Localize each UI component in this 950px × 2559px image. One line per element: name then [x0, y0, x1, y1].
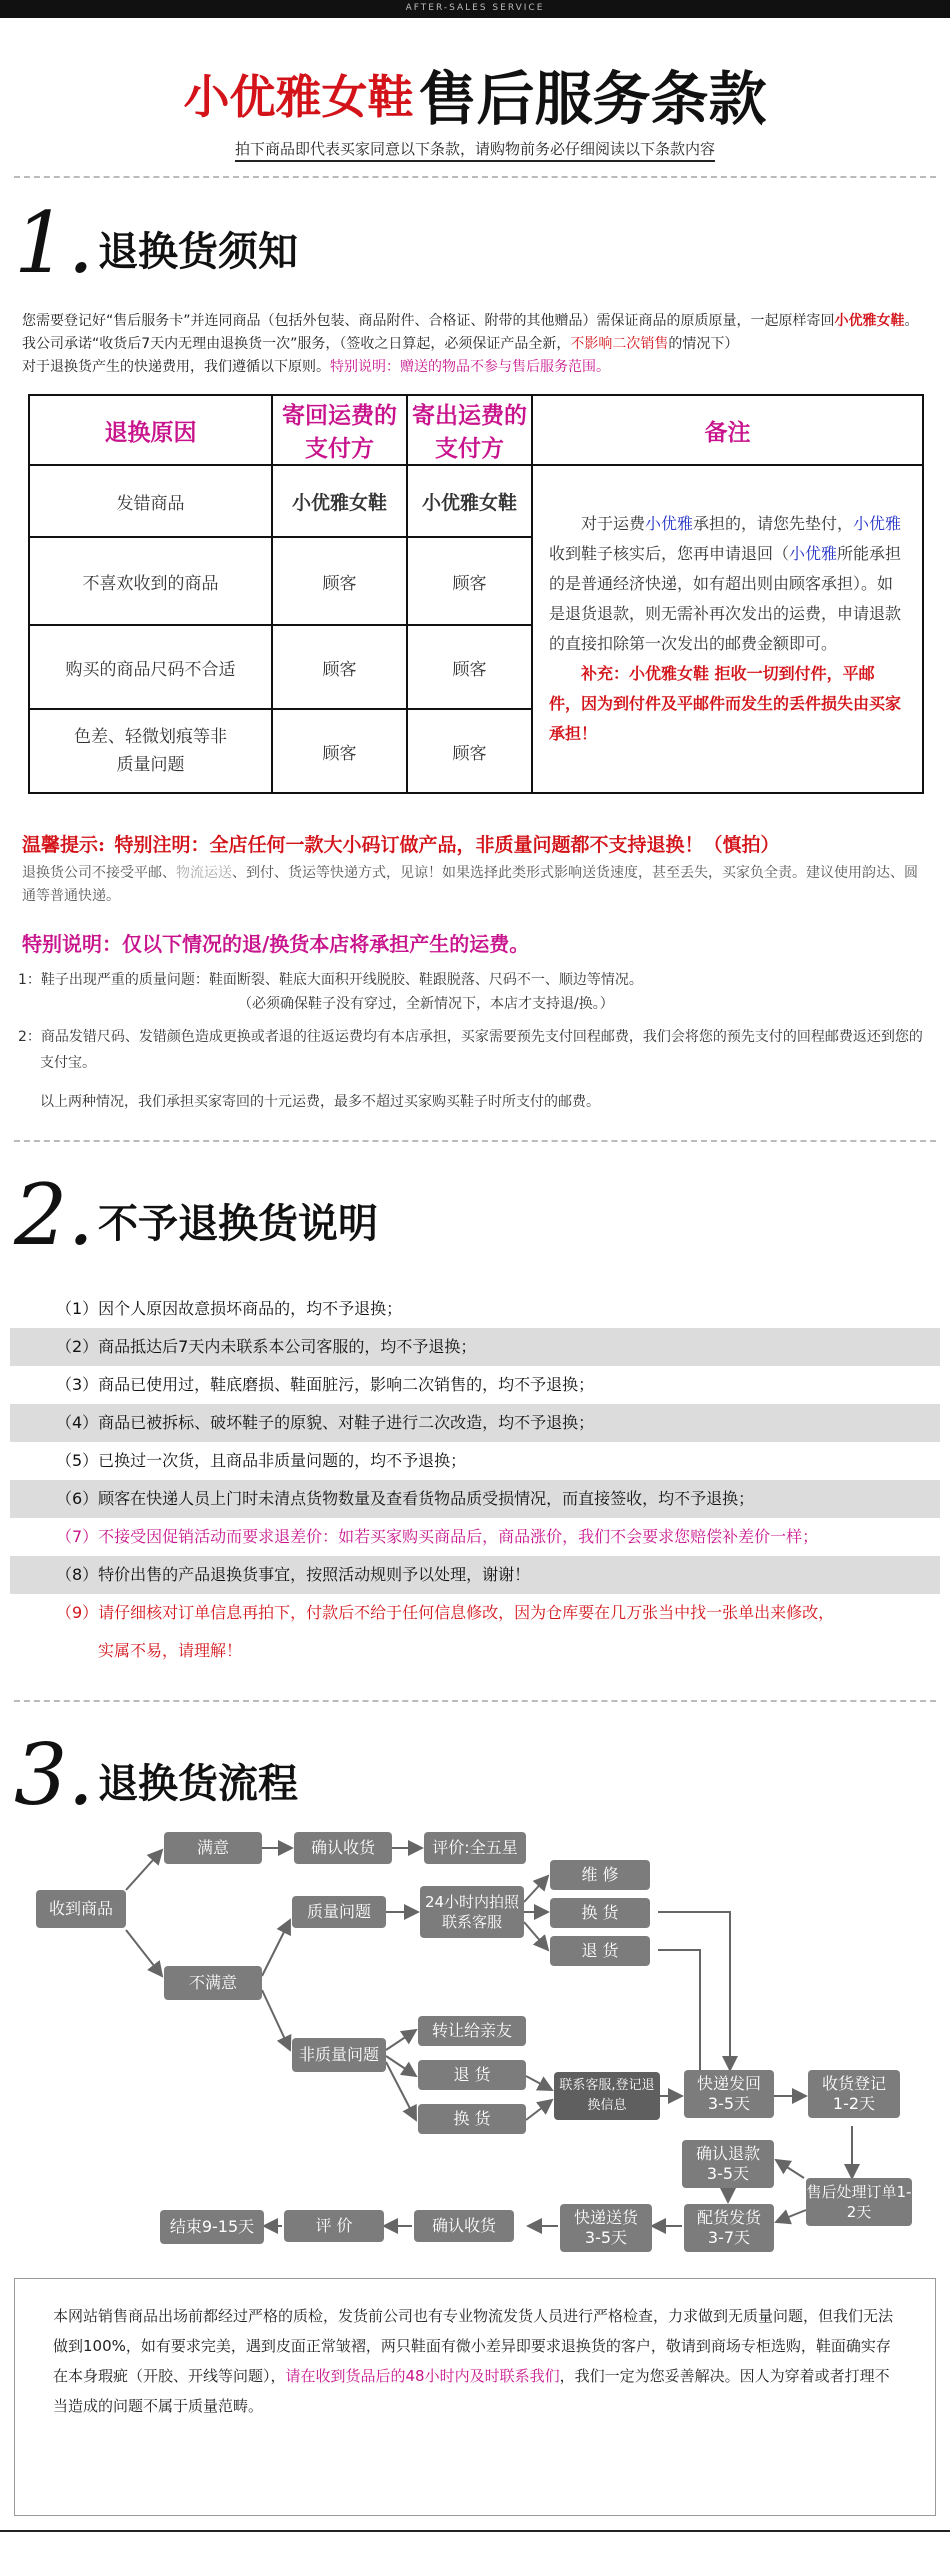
- list-item: 以上两种情况，我们承担买家寄回的十元运费，最多不超过买家购买鞋子时所支付的邮费。: [40, 1094, 600, 1110]
- subtitle-text: 拍下商品即代表买家同意以下条款，请购物前务必仔细阅读以下条款内容: [235, 140, 715, 162]
- intro-text: 。我公司承诺“收货后7天内无理由退换货一次”服务，（签收之日算起，必须保证产品全新，: [22, 313, 919, 352]
- statement-highlight: 请在收到货品后的48小时内及时联系我们: [285, 2367, 560, 2385]
- courier-text: 退换货公司不接受平邮、: [22, 865, 176, 881]
- flow-end: 结束9-15天: [160, 2210, 264, 2244]
- note-text: 对于运费: [581, 514, 646, 533]
- intro-text: 的情况下）: [668, 336, 739, 352]
- reason-cell: 购买的商品尺码不合适: [29, 625, 272, 709]
- flow-return: 退 货: [550, 1936, 650, 1966]
- rule-item: （1）因个人原因故意损坏商品的，均不予退换；: [56, 1299, 403, 1318]
- flow-non-quality-issue: 非质量问题: [292, 2038, 386, 2072]
- out-fee-cell: 顾客: [407, 537, 532, 625]
- rule-item: （3）商品已使用过，鞋底磨损、鞋面脏污，影响二次销售的，均不予退换；: [56, 1375, 595, 1394]
- section-number: 2.: [14, 1166, 95, 1264]
- flow-unsatisfied: 不满意: [164, 1966, 262, 2000]
- note-brand: 小优雅: [645, 514, 694, 533]
- out-fee-cell: 小优雅女鞋: [407, 465, 532, 537]
- flow-receive-register: 收货登记 1-2天: [808, 2070, 900, 2118]
- rule-item: 实属不易，请理解！: [98, 1641, 243, 1660]
- flow-five-star: 评价:全五星: [424, 1832, 526, 1864]
- back-fee-cell: 小优雅女鞋: [272, 465, 407, 537]
- section-number: 3.: [14, 1726, 95, 1824]
- flow-ship-out: 配货发货 3-7天: [684, 2204, 774, 2252]
- flow-express-send: 快递送货 3-5天: [560, 2204, 652, 2252]
- flow-after-sale: 售后处理订单1-2天: [806, 2178, 912, 2226]
- note-brand: 小优雅: [789, 544, 838, 563]
- flow-exchange: 换 货: [418, 2104, 526, 2134]
- flow-exchange: 换 货: [550, 1898, 650, 1928]
- column-header: 退换原因: [29, 395, 272, 465]
- flow-quality-issue: 质量问题: [292, 1896, 386, 1928]
- flow-return: 退 货: [418, 2060, 526, 2090]
- flow-repair: 维 修: [550, 1860, 650, 1890]
- intro-brand: 小优雅女鞋: [834, 313, 905, 329]
- flow-register-info: 联系客服,登记退换信息: [554, 2072, 660, 2120]
- courier-text: 、到付、货运等快递方式，见谅！如果选择此类形式影响送货速度，甚至丢失，买家负全责。建议使用韵达、圆通等普通快递。: [22, 865, 918, 904]
- quality-statement: [14, 2278, 936, 2516]
- flow-satisfied: 满意: [164, 1832, 262, 1864]
- reason-cell: 色差、轻微划痕等非质量问题: [29, 709, 272, 793]
- flow-confirm-receipt: 确认收货: [294, 1832, 392, 1864]
- reason-cell: 发错商品: [29, 465, 272, 537]
- column-header: 备注: [532, 395, 923, 465]
- flow-transfer: 转让给亲友: [418, 2016, 526, 2046]
- top-bar-caption: AFTER-SALES SERVICE: [405, 3, 545, 13]
- warm-tip-label: 温馨提示:: [22, 834, 106, 856]
- section-title: 退换货流程: [98, 1760, 298, 1807]
- courier-faded: 物流运送: [176, 865, 232, 881]
- intro-note: 特别说明：赠送的物品不参与售后服务范围。: [330, 359, 610, 375]
- section-title: 退换货须知: [98, 228, 298, 275]
- out-fee-cell: 顾客: [407, 709, 532, 793]
- column-header: 寄回运费的支付方: [272, 395, 407, 465]
- bottom-rule: [0, 2530, 950, 2532]
- rule-item: （4）商品已被拆标、破坏鞋子的原貌、对鞋子进行二次改造，均不予退换；: [10, 1404, 940, 1442]
- warm-tip-text: 特别注明：全店任何一款大小码订做产品，非质量问题都不支持退换！（慎拍）: [114, 834, 780, 856]
- back-fee-cell: 顾客: [272, 537, 407, 625]
- back-fee-cell: 顾客: [272, 625, 407, 709]
- rule-item: （9）请仔细核对订单信息再拍下，付款后不给于任何信息修改，因为仓库要在几万张当中找一张单出来修改，: [56, 1603, 835, 1622]
- intro-highlight: 不影响二次销售: [570, 336, 669, 352]
- note-text: 所能承担的是普通经济快递，如有超出则由顾客承担）。如是退货退款，则无需补再次发出的运费，申请退款的直接扣除第一次发出的邮费金额即可。: [549, 544, 902, 653]
- rule-item: （8）特价出售的产品退换货事宜，按照活动规则予以处理，谢谢！: [10, 1556, 940, 1594]
- flow-receive-goods: 收到商品: [36, 1890, 126, 1928]
- intro-text: 对于退换货产生的快递费用，我们遵循以下原则。: [22, 359, 330, 375]
- list-item: 2：商品发错尺码、发错颜色造成更换或者退的往返运费均有本店承担，买家需要预先支付回程邮费，我们会将您的预先支付的回程邮费返还到您的支付宝。: [18, 1029, 923, 1071]
- intro-text: 您需要登记好“售后服务卡”并连同商品（包括外包装、商品附件、合格证、附带的其他赠品）需保证商品的原质原量，一起原样寄回: [22, 313, 835, 329]
- rule-item: （2）商品抵达后7天内未联系本公司客服的，均不予退换；: [10, 1328, 940, 1366]
- note-text: 承担的，请您先垫付，: [693, 514, 854, 533]
- title-text: 售后服务条款: [418, 65, 767, 133]
- note-text: 收到鞋子核实后，您再申请退回（: [549, 544, 790, 563]
- section-number: 1.: [14, 194, 95, 292]
- reason-cell: 不喜欢收到的商品: [29, 537, 272, 625]
- column-header: 寄出运费的支付方: [407, 395, 532, 465]
- flow-contact-service: 24小时内拍照联系客服: [420, 1886, 524, 1938]
- rule-item: （7）不接受因促销活动而要求退差价：如若买家购买商品后，商品涨价，我们不会要求您赔偿补差价一样；: [56, 1527, 819, 1546]
- special-note-heading: 特别说明：仅以下情况的退/换货本店将承担产生的运费。: [22, 932, 530, 956]
- rule-item: （5）已换过一次货，且商品非质量问题的，均不予退换；: [56, 1451, 467, 1470]
- list-item: 1：鞋子出现严重的质量问题：鞋面断裂、鞋底大面积开线脱胶、鞋跟脱落、尺码不一、顺边等情况。: [18, 972, 643, 988]
- flow-confirm-refund: 确认退款 3-5天: [682, 2140, 774, 2188]
- flow-express-back: 快递发回 3-5天: [684, 2070, 774, 2118]
- list-item: （必须确保鞋子没有穿过，全新情况下，本店才支持退/换。）: [238, 996, 614, 1012]
- statement-text: ，我们一定为您妥善解决。因人为穿着或者打理不当造成的问题不属于质量范畴。: [53, 2367, 890, 2415]
- note-brand: 小优雅: [853, 514, 902, 533]
- out-fee-cell: 顾客: [407, 625, 532, 709]
- note-supplement: 补充：小优雅女鞋 拒收一切到付件，平邮件，因为到付件及平邮件而发生的丢件损失由买家承担！: [549, 664, 902, 743]
- section-title: 不予退换货说明: [98, 1200, 378, 1247]
- brand-name: 小优雅女鞋: [183, 70, 414, 124]
- back-fee-cell: 顾客: [272, 709, 407, 793]
- rule-item: （6）顾客在快递人员上门时未清点货物数量及查看货物品质受损情况，而直接签收，均不予退换；: [10, 1480, 940, 1518]
- flow-confirm-receipt: 确认收货: [414, 2210, 514, 2242]
- statement-text: 本网站销售商品出场前都经过严格的质检，发货前公司也有专业物流发货人员进行严格检查，力求做到无质量问题，但我们无法做到100%，如有要求完美，遇到皮面正常皱褶，两只鞋面有微小差异即要求退换货的客户，敬请到商场专柜选购，鞋面确实存在本身瑕疵（开胶、开线等问题），: [53, 2307, 894, 2385]
- flow-review: 评 价: [284, 2210, 384, 2242]
